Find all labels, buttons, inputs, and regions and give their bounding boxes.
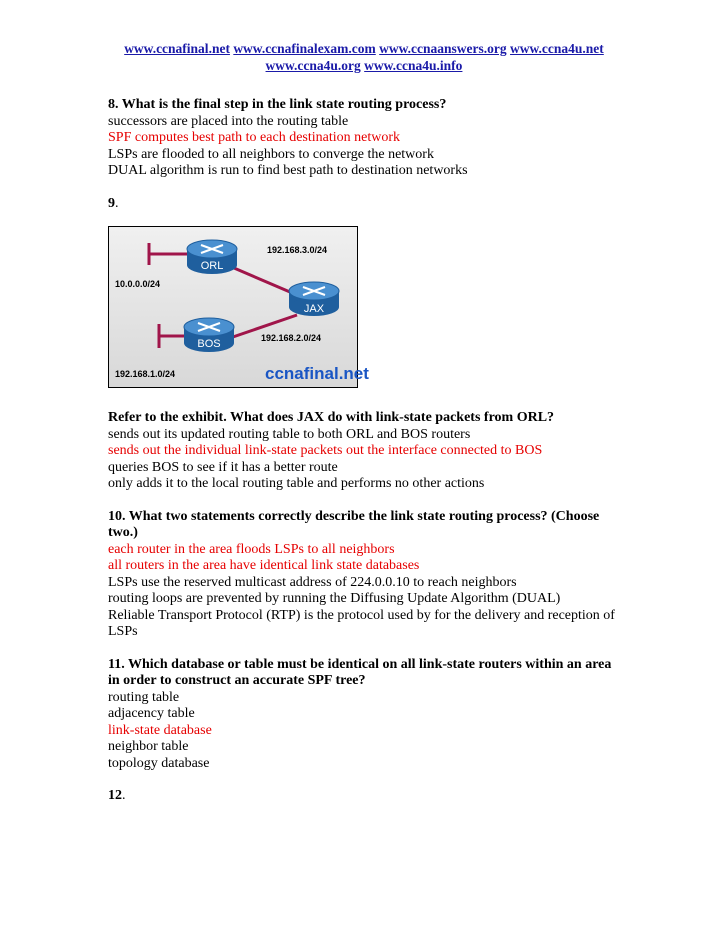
question-8-number: 8 [108,97,115,112]
question-12-num: 12 [108,788,122,803]
answer-option-correct: link-state database [108,722,212,738]
router-jax-icon [289,282,339,316]
question-11 [108,657,620,773]
answer-option: routing loops are prevented by running the Diffusing Update Algorithm (DUAL) [108,591,561,606]
answer-option: topology database [108,755,210,771]
question-9-num: 9 [108,195,115,211]
answer-option: queries BOS to see if it has a better route [108,459,338,475]
link-ccna4u-net[interactable]: www.ccna4u.net [510,41,604,56]
answer-option: only adds it to the local routing table and performs no other actions [108,476,485,491]
link-ccna4u-org[interactable]: www.ccna4u.org [265,58,361,73]
question-10-prompt: . What two statements correctly describe the link state routing process? (Choose two.) [108,508,600,540]
router-orl-label: ORL [200,260,224,272]
question-11-number: 11 [108,656,122,672]
answer-option: successors are placed into the routing table [108,113,349,129]
document-page [108,0,620,805]
link-ccna4u-info[interactable]: www.ccna4u.info [364,58,463,73]
answer-option: Reliable Transport Protocol (RTP) is the protocol used by for the delivery and reception of LSPs [108,607,615,639]
network-label-10-0-0: 10.0.0.0/24 [115,279,161,289]
question-9-text: Refer to the exhibit. What does JAX do with link-state packets from ORL? [108,410,555,425]
question-11-prompt: . Which database or table must be identical on all link-state routers within an area in order to construct an accurate SPF tree? [108,656,612,688]
question-8-prompt: . What is the final step in the link state routing process? [115,97,447,112]
network-label-192-168-1: 192.168.1.0/24 [115,369,176,379]
link-ccnafinalexam-com[interactable]: www.ccnafinalexam.com [233,41,376,56]
answer-option-correct: each router in the area floods LSPs to all neighbors [108,541,395,557]
question-9 [108,196,620,493]
exhibit-watermark: ccnafinal.net [265,364,369,383]
answer-option: LSPs use the reserved multicast address of 224.0.0.10 to reach neighbors [108,574,517,590]
network-label-192-168-2: 192.168.2.0/24 [261,333,322,343]
link-ccnaanswers-org[interactable]: www.ccnaanswers.org [379,41,507,56]
answer-option: LSPs are flooded to all neighbors to converge the network [108,146,434,162]
link-ccnafinal-net[interactable]: www.ccnafinal.net [124,41,230,56]
answer-option: DUAL algorithm is run to find best path to destination networks [108,163,468,178]
router-bos-icon [184,318,234,352]
router-jax-label: JAX [303,303,325,315]
answer-option-correct: SPF computes best path to each destination network [108,130,401,145]
answer-option-correct: all routers in the area have identical link state databases [108,558,420,573]
network-exhibit [108,226,369,388]
answer-option: routing table [108,689,180,705]
header-links [108,40,620,74]
router-orl-icon [187,240,237,274]
question-10 [108,509,620,641]
question-12-number [108,788,620,805]
network-label-192-168-3: 192.168.3.0/24 [267,245,328,255]
question-8 [108,97,620,180]
router-bos-label: BOS [197,338,221,350]
question-12-dot: . [122,788,126,803]
answer-option: adjacency table [108,706,195,721]
question-12 [108,788,620,805]
question-11-text [108,657,620,690]
question-10-text [108,509,620,542]
answer-option: sends out its updated routing table to both ORL and BOS routers [108,426,471,442]
answer-option: neighbor table [108,739,189,754]
question-9-dot: . [115,195,119,211]
question-10-number: 10 [108,508,122,524]
answer-option-correct: sends out the individual link-state packets out the interface connected to BOS [108,443,543,458]
question-9-number [108,196,620,213]
network-diagram [109,227,369,387]
question-8-text [108,97,620,114]
